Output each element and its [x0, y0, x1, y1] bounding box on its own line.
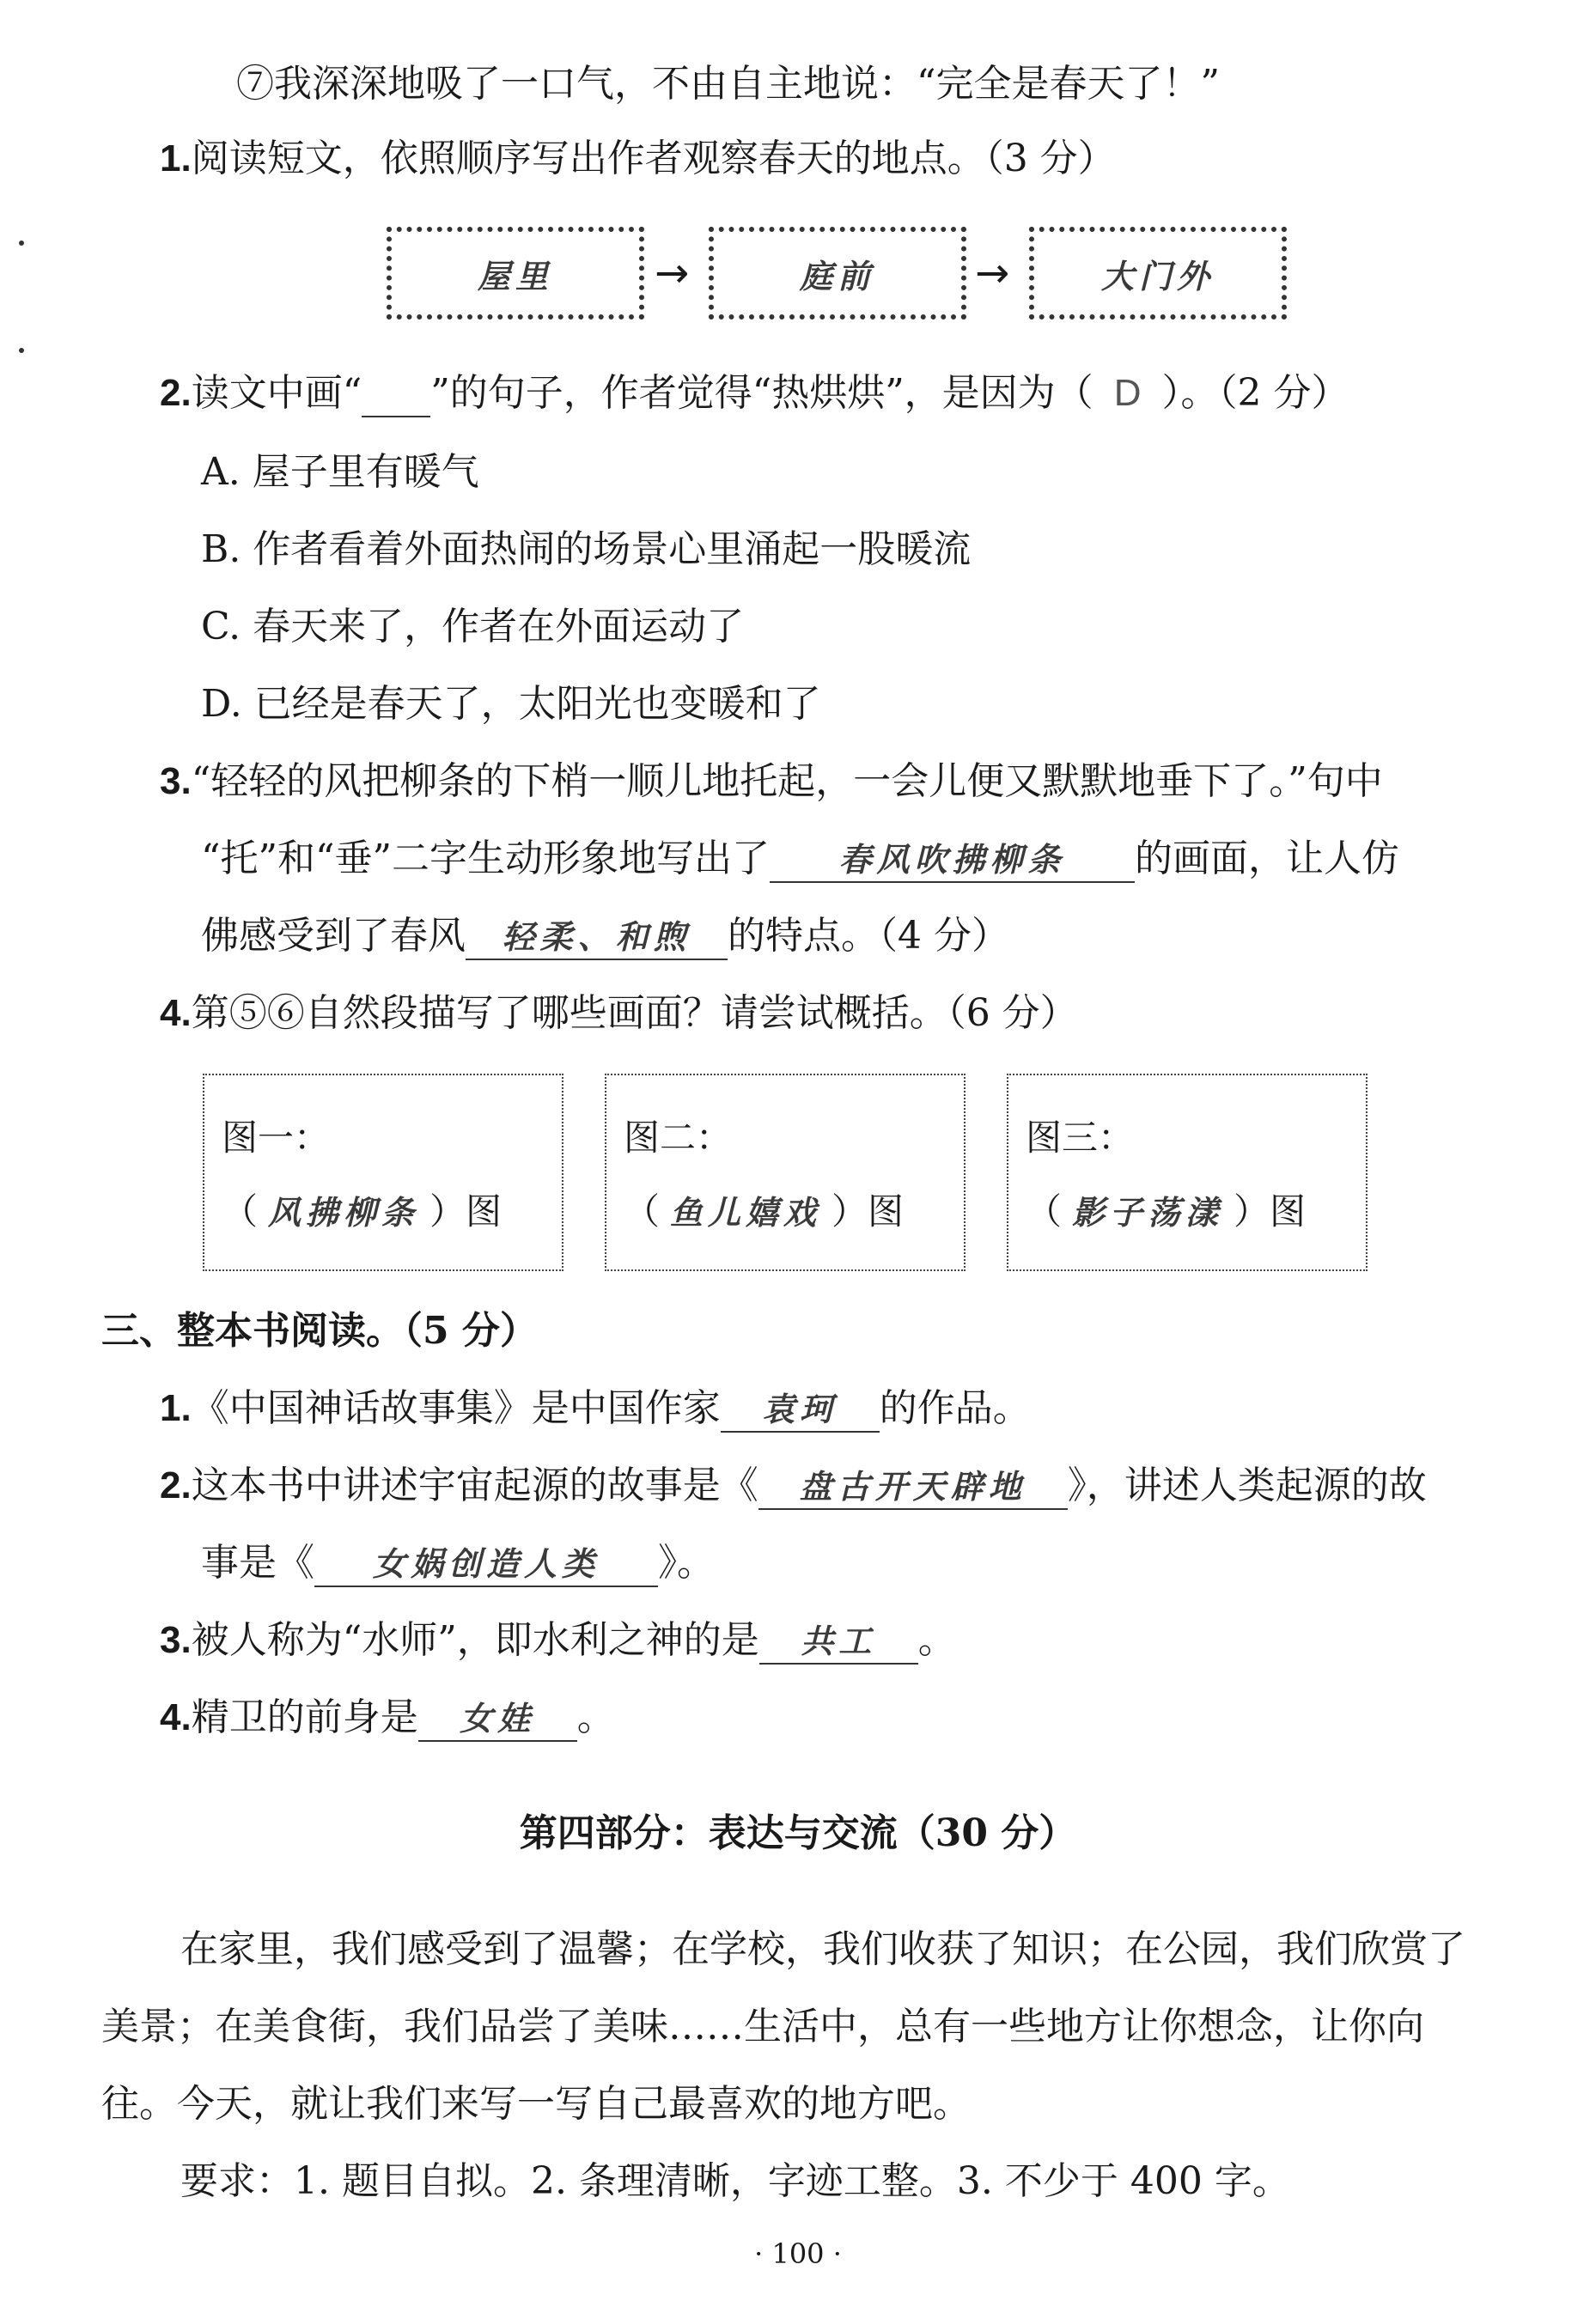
underline-sample [362, 368, 430, 417]
section-3-question-1 [160, 1383, 1031, 1434]
question-3-line-2 [201, 833, 1399, 885]
requirements: 要求：1. 题目自拟。2. 条理清晰，字迹工整。3. 不少于 400 字。 [180, 2159, 1290, 2203]
paren: （ [222, 1190, 259, 1233]
margin-mark [19, 348, 24, 353]
handwritten-answer: 共工 [801, 1622, 877, 1660]
handwritten-answer: 女娲创造人类 [372, 1545, 600, 1583]
question-text: 精卫的前身是 [191, 1695, 418, 1739]
option-d: D. 已经是春天了，太阳光也变暖和了 [201, 682, 821, 726]
answer-blank [466, 910, 728, 960]
question-text: 》，讲述人类起源的故 [1067, 1464, 1427, 1507]
question-text: 》。 [658, 1541, 715, 1585]
paren: （ [624, 1190, 661, 1233]
handwritten-answer: 影子荡漾 [1072, 1194, 1224, 1232]
section-3-question-2-line-2 [201, 1537, 715, 1589]
prompt-paragraph-line-1: 在家里，我们感受到了温馨；在学校，我们收获了知识；在公园，我们欣赏了 [180, 1927, 1465, 1971]
arrow-icon: → [655, 249, 690, 297]
question-number: 2. [160, 372, 192, 414]
answer-place-1: 屋里 [477, 257, 553, 295]
flow-box-3 [1029, 227, 1287, 320]
question-text: ”的句子，作者觉得“热烘烘”，是因为（ [430, 371, 1093, 415]
answer-blank [759, 1615, 918, 1665]
answer-place-3: 大门外 [1100, 257, 1215, 295]
handwritten-answer: 春风吹拂柳条 [838, 841, 1066, 879]
question-4 [160, 988, 1078, 1039]
handwritten-answer: 盘古开天辟地 [799, 1468, 1026, 1506]
question-text: 阅读短文，依照顺序写出作者观察春天的地点。（3 分） [191, 137, 1116, 180]
section-3-title: 三、整本书阅读。（5 分） [101, 1309, 538, 1353]
question-text: “轻轻的风把柳条的下梢一顺儿地托起，一会儿便又默默地垂下了。”句中 [191, 759, 1383, 803]
question-1 [160, 133, 1116, 185]
question-2 [160, 368, 1349, 419]
part-4-title: 第四部分：表达与交流（30 分） [519, 1811, 1077, 1855]
margin-mark [19, 240, 24, 246]
arrow-icon: → [975, 249, 1010, 297]
paragraph-7-line: ⑦我深深地吸了一口气，不由自主地说：“完全是春天了！” [236, 62, 1220, 106]
question-text: 。 [576, 1695, 615, 1739]
handwritten-answer: 风拂柳条 [268, 1194, 420, 1232]
question-text: 的画面，让人仿 [1134, 837, 1399, 880]
question-text: 读文中画“ [191, 371, 362, 415]
answer-blank [770, 833, 1135, 883]
answer-place-2: 庭前 [799, 257, 875, 295]
question-3-line-3 [201, 910, 1009, 962]
section-3-question-2-line-1 [160, 1460, 1427, 1512]
option-c: C. 春天来了，作者在外面运动了 [201, 605, 745, 648]
picture-box-1 [203, 1074, 563, 1271]
option-a: A. 屋子里有暖气 [201, 450, 479, 494]
question-text: ）。（2 分） [1161, 371, 1349, 415]
answer-blank [314, 1537, 658, 1587]
question-text: 这本书中讲述宇宙起源的故事是《 [191, 1464, 758, 1507]
prompt-paragraph-line-2: 美景；在美食街，我们品尝了美味……生活中，总有一些地方让你想念，让你向 [101, 2005, 1424, 2048]
question-text: 的特点。（4 分） [728, 914, 1009, 958]
option-b: B. 作者看着外面热闹的场景心里涌起一股暖流 [201, 527, 972, 571]
question-number: 1. [160, 137, 192, 180]
handwritten-answer: 鱼儿嬉戏 [670, 1194, 822, 1232]
paren: ）图 [832, 1190, 905, 1233]
question-number: 1. [160, 1387, 192, 1429]
question-text: 佛感受到了春风 [201, 914, 466, 958]
question-number: 3. [160, 760, 192, 802]
question-text: 《中国神话故事集》是中国作家 [191, 1386, 721, 1430]
question-text: “托”和“垂”二字生动形象地写出了 [201, 837, 770, 880]
section-3-question-4 [160, 1692, 615, 1744]
picture-label: 图三： [1026, 1117, 1135, 1159]
answer-blank [721, 1383, 880, 1433]
question-text: 事是《 [201, 1541, 314, 1585]
prompt-paragraph-line-3: 往。今天，就让我们来写一写自己最喜欢的地方吧。 [101, 2082, 971, 2126]
page-number: · 100 · [754, 2237, 842, 2270]
flow-box-2 [709, 227, 966, 320]
question-text: 第⑤⑥自然段描写了哪些画面？请尝试概括。（6 分） [191, 991, 1078, 1035]
handwritten-answer: 袁珂 [762, 1391, 838, 1428]
answer-blank [418, 1692, 577, 1742]
section-3-question-3 [160, 1615, 956, 1666]
paren: ）图 [1234, 1190, 1307, 1233]
question-number: 4. [160, 1696, 192, 1738]
question-text: 。 [917, 1618, 956, 1662]
picture-label: 图一： [222, 1117, 331, 1159]
question-number: 3. [160, 1619, 192, 1661]
question-3-line-1 [160, 756, 1383, 807]
handwritten-answer: 轻柔、和煦 [502, 918, 691, 956]
paren: （ [1026, 1190, 1063, 1233]
paren: ）图 [429, 1190, 503, 1233]
answer-blank [758, 1460, 1068, 1510]
question-number: 2. [160, 1464, 192, 1506]
question-text: 的作品。 [879, 1386, 1031, 1430]
picture-box-3 [1007, 1074, 1368, 1271]
choice-answer: D [1113, 372, 1142, 414]
question-text: 被人称为“水师”，即水利之神的是 [191, 1618, 759, 1662]
handwritten-answer: 女娃 [460, 1700, 536, 1738]
flow-box-1 [387, 227, 644, 320]
picture-label: 图二： [624, 1117, 733, 1159]
question-number: 4. [160, 992, 192, 1034]
picture-box-2 [605, 1074, 966, 1271]
